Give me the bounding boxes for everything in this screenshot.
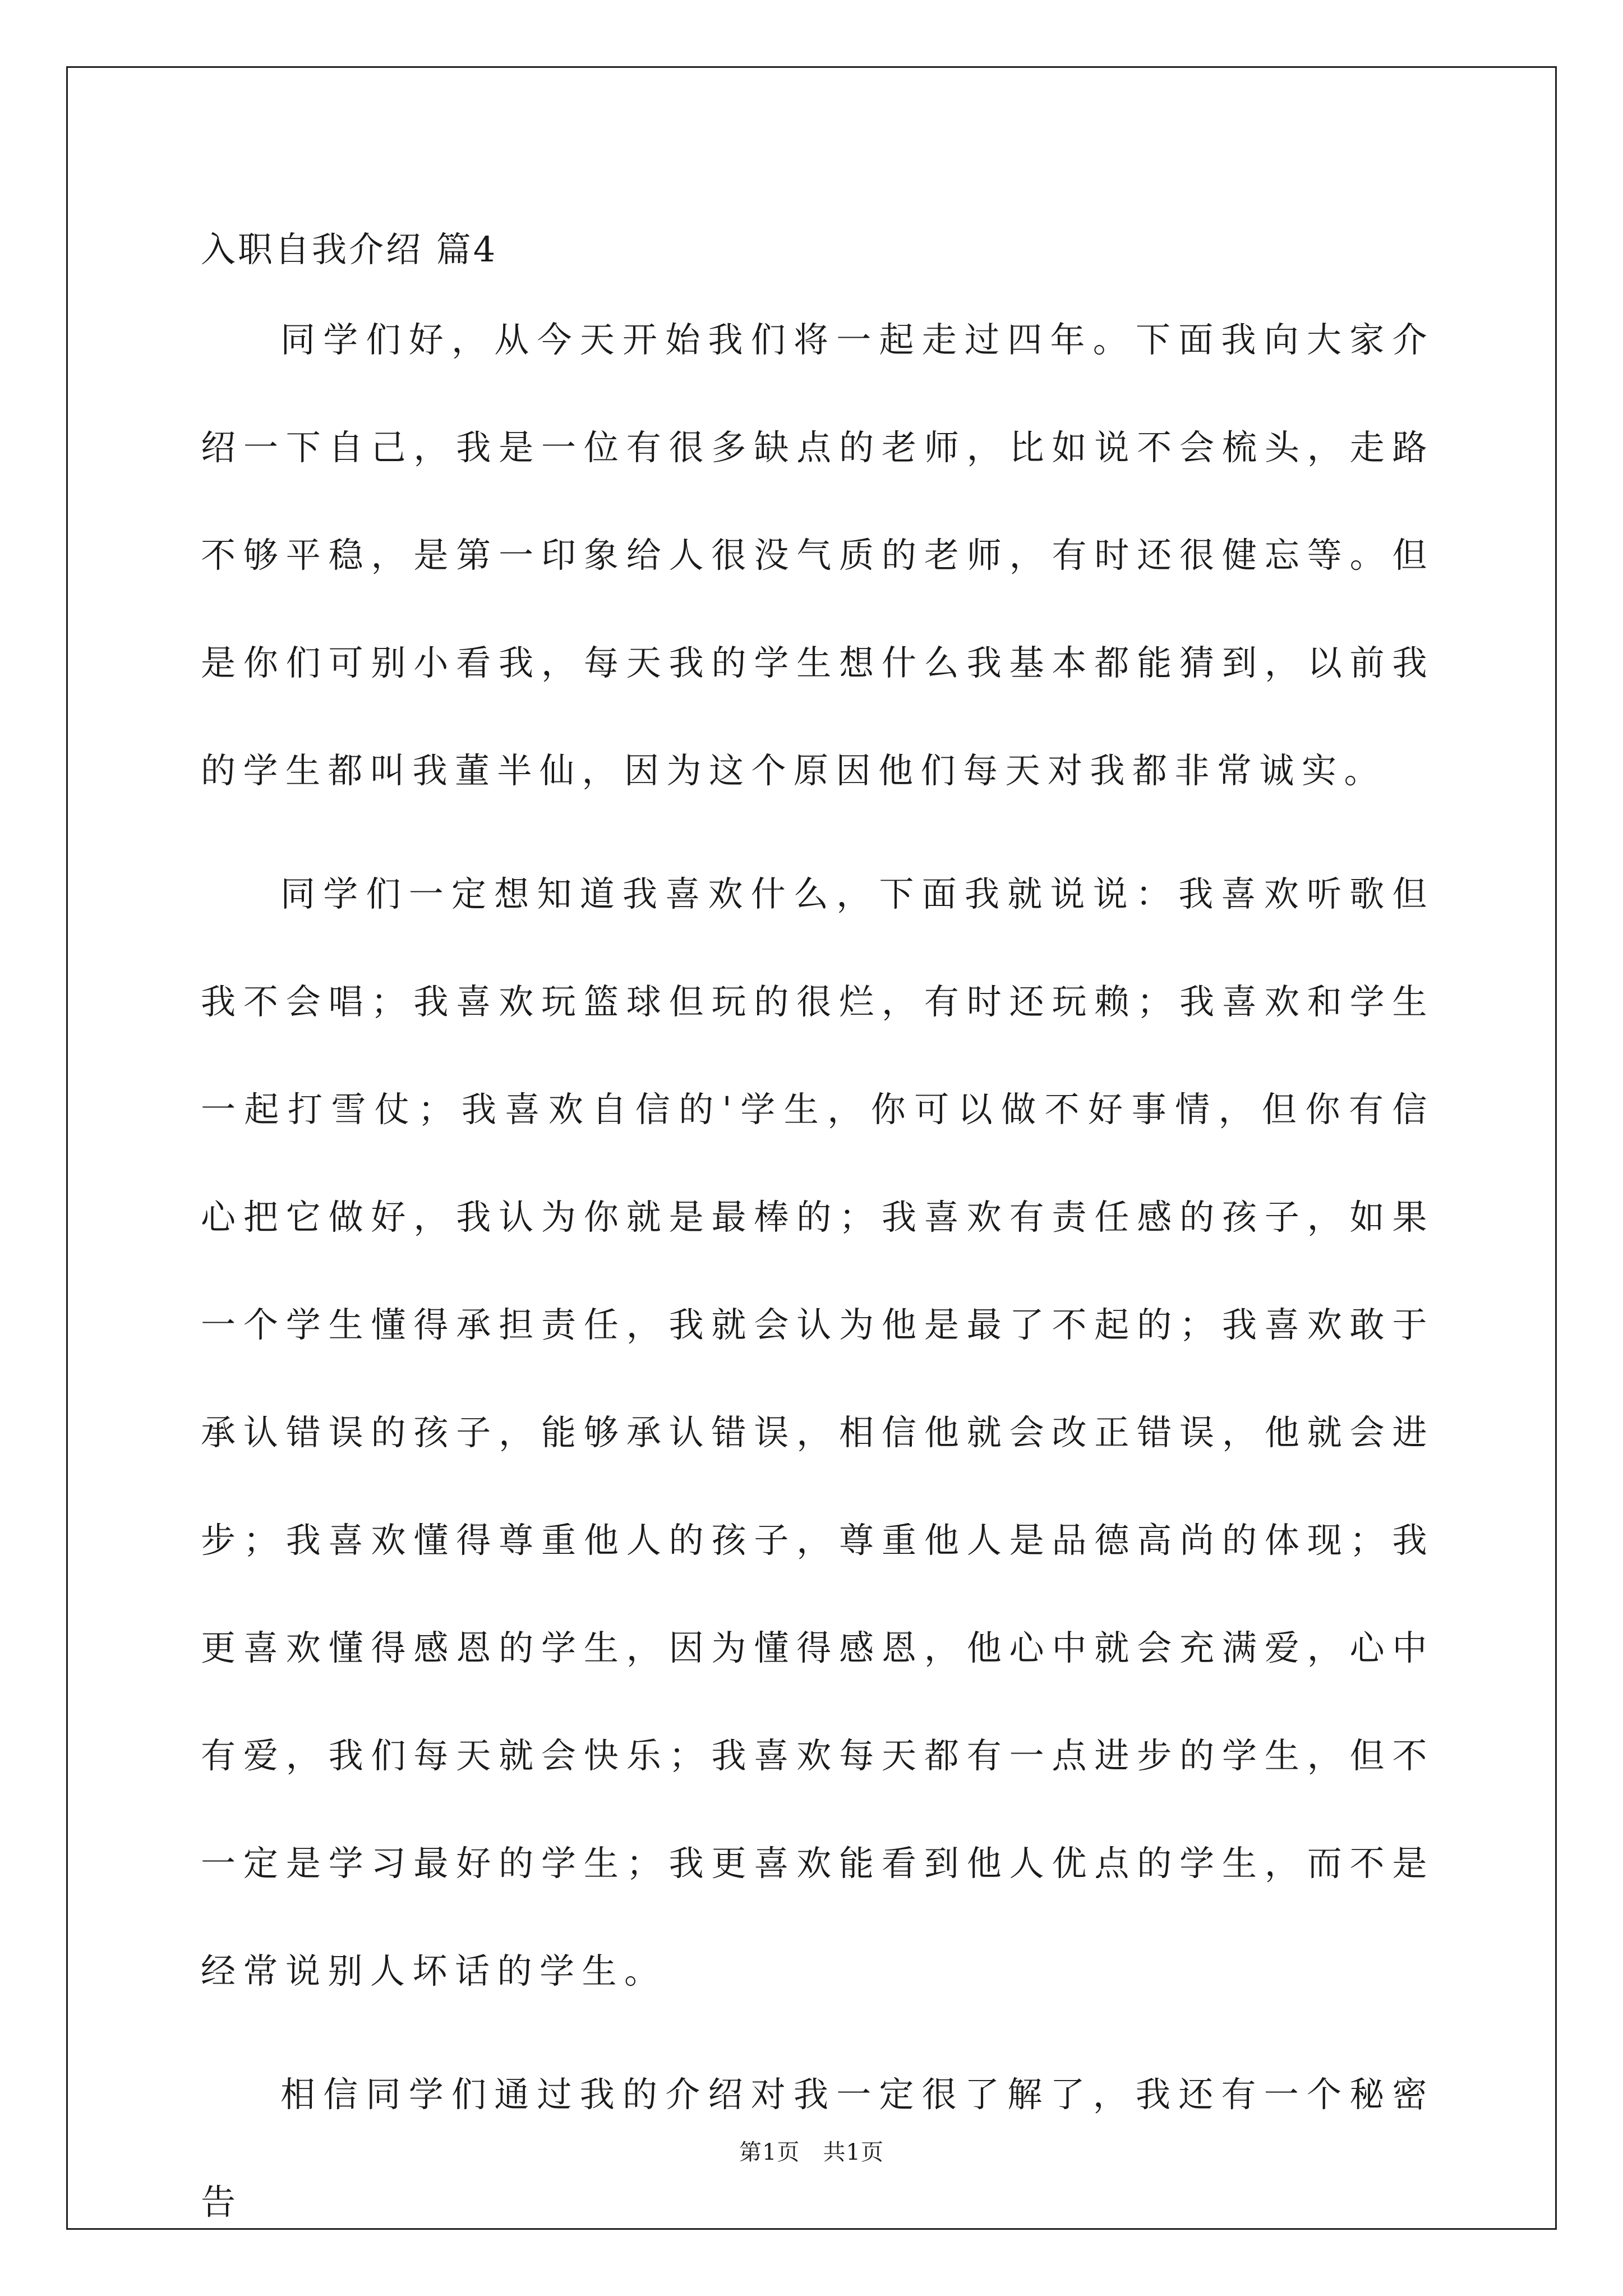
paragraph-3: 相信同学们通过我的介绍对我一定很了解了，我还有一个秘密告 [201, 2074, 1435, 2223]
document-body [201, 213, 1435, 2256]
page-number-footer: 第1页 共1页 [739, 2139, 884, 2165]
document-title: 入职自我介绍 篇4 [201, 229, 498, 270]
paragraph-2: 同学们一定想知道我喜欢什么，下面我就说说：我喜欢听歌但我不会唱；我喜欢玩篮球但玩的很烂，有时还玩赖；我喜欢和学生一起打雪仗；我喜欢自信的'学生，你可以做不好事情，但你有信心把它做好，我认为你就是最棒的；我喜欢有责任感的孩子，如果一个学生懂得承担责任，我就会认为他是最了不起的；我喜欢敢于承认错误的孩子，能够承认错误，相信他就会改正错误，他就会进步；我喜欢懂得尊重他人的孩子，尊重他人是品德高尚的体现；我更喜欢懂得感恩的学生，因为懂得感恩，他心中就会充满爱，心中有爱，我们每天就会快乐；我喜欢每天都有一点进步的学生，但不一定是学习最好的学生；我更喜欢能看到他人优点的学生，而不是经常说别人坏话的学生。 [201, 873, 1435, 1991]
paragraph-1: 同学们好，从今天开始我们将一起走过四年。下面我向大家介绍一下自己，我是一位有很多缺点的老师，比如说不会梳头，走路不够平稳，是第一印象给人很没气质的老师，有时还很健忘等。但是你们可别小看我，每天我的学生想什么我基本都能猜到，以前我的学生都叫我董半仙，因为这个原因他们每天对我都非常诚实。 [201, 319, 1435, 791]
